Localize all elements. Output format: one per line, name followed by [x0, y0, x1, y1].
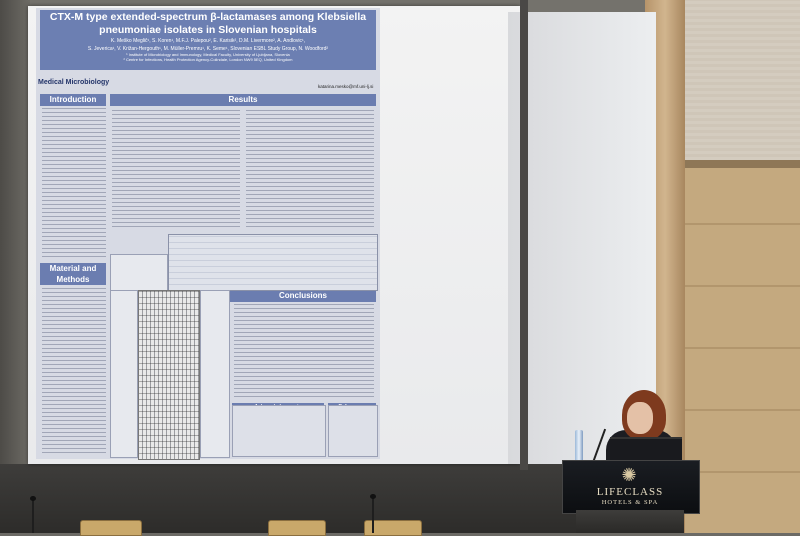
- acoustic-panel: [668, 0, 800, 160]
- speaker-face: [627, 402, 653, 434]
- section-conclusions: Conclusions: [230, 290, 376, 302]
- slide-department: Medical Microbiology: [38, 79, 110, 86]
- table-caption: [110, 254, 168, 292]
- desk-microphone: [372, 498, 374, 533]
- water-bottle: [575, 430, 583, 462]
- desk-microphone: [32, 500, 34, 533]
- left-wall: [0, 0, 30, 533]
- venue-logo-name: LIFECLASS: [596, 486, 664, 498]
- gel-labels: [200, 290, 230, 458]
- panel-divider: [668, 160, 800, 168]
- methods-text-block: [42, 288, 106, 456]
- dendrogram: [110, 290, 138, 458]
- section-introduction: Introduction: [40, 94, 106, 106]
- pfge-gel-figure: [138, 290, 200, 460]
- slide-title-block: [40, 10, 376, 70]
- slide-title-line-2: pneumoniae isolates in Slovenian hospitals: [99, 24, 317, 36]
- slide-authors-2: S. Jeverica¹, V. Križan-Hergouth¹, M. Müller-Premru¹, K. Seme¹, Slovenian ESBL Study Group, N. Woodford²: [87, 46, 329, 52]
- references-box: [328, 405, 378, 457]
- introduction-text-block: [42, 108, 106, 260]
- venue-logo-sub: HOTELS & SPA: [601, 499, 659, 506]
- chair: [80, 520, 142, 536]
- microphone-head: [370, 494, 376, 499]
- results-table: [168, 234, 378, 291]
- lectern-base: [576, 510, 684, 533]
- chair: [268, 520, 326, 536]
- slide-title-line-1: CTX-M type extended-spectrum β-lactamases among Klebsiella: [49, 11, 367, 23]
- wood-wall-panel: [684, 168, 800, 533]
- microphone-head: [30, 496, 36, 501]
- slide-authors-1: K. Meško Meglič¹, S. Koren¹, M.F.J. Palepou², E. Karisik², D.M. Livermore², A. Andlovic¹,: [110, 38, 306, 44]
- acknowledgements-box: [232, 405, 326, 457]
- sun-emblem-icon: ✺: [621, 465, 637, 485]
- slide-affiliation-1: ¹ Institute of Microbiology and Immunology, Medical Faculty, University of Ljubljana, Slovenia: [126, 52, 290, 57]
- results-text-left: [112, 108, 240, 230]
- conclusions-text-block: [234, 304, 374, 400]
- slide-affiliation-2: ² Centre for Infections, Health Protection Agency-Colindale, London NW9 5EQ, United Kingdom: [123, 57, 293, 62]
- section-results: Results: [110, 94, 376, 106]
- section-material-methods: Material and Methods: [40, 263, 106, 285]
- slide-email: katarina.mesko@mf.uni-lj.si: [318, 84, 374, 89]
- results-text-right: [246, 108, 374, 230]
- screen-frame: [520, 0, 528, 470]
